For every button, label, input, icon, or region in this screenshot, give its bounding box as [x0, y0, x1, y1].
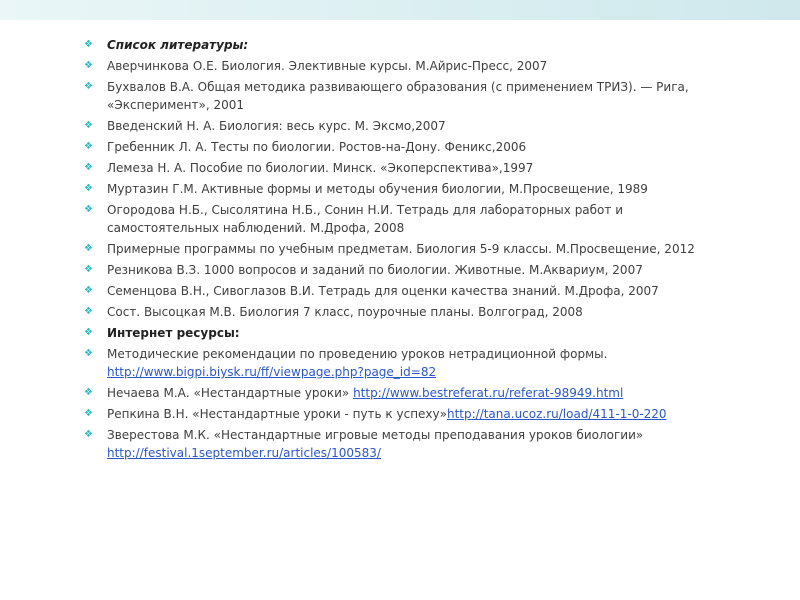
bullet-icon: ❖ — [84, 81, 93, 92]
list-heading-internet — [84, 324, 724, 342]
resource-link[interactable]: http://www.bigpi.biysk.ru/ff/viewpage.php?page_id=82 — [107, 365, 437, 379]
list-item — [84, 282, 724, 300]
bullet-icon: ❖ — [84, 183, 93, 194]
item-text: Зверестова М.К. «Нестандартные игровые методы преподавания уроков биологии» — [107, 428, 644, 442]
item-text: Сост. Высоцкая М.В. Биология 7 класс, поурочные планы. Волгоград, 2008 — [107, 305, 583, 319]
bullet-icon: ❖ — [84, 348, 93, 359]
resource-link[interactable]: http://www.bestreferat.ru/referat-98949.html — [353, 386, 624, 400]
bullet-icon: ❖ — [84, 306, 93, 317]
item-text: Резникова В.З. 1000 вопросов и заданий по биологии. Животные. М.Аквариум, 2007 — [107, 263, 643, 277]
heading-text: Список литературы: — [107, 38, 249, 52]
resource-link[interactable]: http://tana.ucoz.ru/load/411-1-0-220 — [446, 407, 667, 421]
bullet-icon: ❖ — [84, 387, 93, 398]
bibliography-list — [84, 36, 724, 462]
item-text: Муртазин Г.М. Активные формы и методы обучения биологии, М.Просвещение, 1989 — [107, 182, 648, 196]
item-text: Нечаева М.А. «Нестандартные уроки» — [107, 386, 354, 400]
bullet-icon: ❖ — [84, 429, 93, 440]
list-item — [84, 201, 724, 237]
bullet-icon: ❖ — [84, 39, 93, 50]
bullet-icon: ❖ — [84, 120, 93, 131]
list-item — [84, 78, 724, 114]
bullet-icon: ❖ — [84, 60, 93, 71]
list-item — [84, 384, 724, 402]
bullet-icon: ❖ — [84, 285, 93, 296]
list-item — [84, 405, 724, 423]
list-item — [84, 57, 724, 75]
item-text: Аверчинкова О.Е. Биология. Элективные курсы. М.Айрис-Пресс, 2007 — [107, 59, 548, 73]
list-item — [84, 180, 724, 198]
list-item — [84, 159, 724, 177]
bullet-icon: ❖ — [84, 264, 93, 275]
item-text: Гребенник Л. А. Тесты по биологии. Ростов-на-Дону. Феникс,2006 — [107, 140, 527, 154]
list-item — [84, 240, 724, 258]
item-text: Семенцова В.Н., Сивоглазов В.И. Тетрадь для оценки качества знаний. М.Дрофа, 2007 — [107, 284, 659, 298]
bullet-icon: ❖ — [84, 327, 93, 338]
bullet-icon: ❖ — [84, 204, 93, 215]
bullet-icon: ❖ — [84, 141, 93, 152]
bibliography-content — [84, 36, 724, 465]
item-text: Введенский Н. А. Биология: весь курс. М. Эксмо,2007 — [107, 119, 446, 133]
item-text: Примерные программы по учебным предметам. Биология 5-9 классы. М.Просвещение, 2012 — [107, 242, 695, 256]
resource-link[interactable]: http://festival.1september.ru/articles/100583/ — [107, 446, 381, 460]
top-accent-bar — [0, 0, 800, 20]
list-item — [84, 138, 724, 156]
list-item — [84, 426, 724, 462]
item-text: Методические рекомендации по проведению уроков нетрадиционной формы. — [107, 347, 608, 361]
list-item — [84, 261, 724, 279]
item-text: Репкина В.Н. «Нестандартные уроки - путь к успеху» — [107, 407, 447, 421]
item-text: Огородова Н.Б., Сысолятина Н.Б., Сонин Н.И. Тетрадь для лабораторных работ и самостоятельных наблюдений. М.Дрофа, 2008 — [107, 203, 624, 235]
item-text: Лемеза Н. А. Пособие по биологии. Минск. «Экоперспектива»,1997 — [107, 161, 534, 175]
bullet-icon: ❖ — [84, 243, 93, 254]
list-item — [84, 345, 724, 381]
list-item — [84, 303, 724, 321]
list-item — [84, 117, 724, 135]
item-text: Бухвалов В.А. Общая методика развивающего образования (с применением ТРИЗ). — Рига, «Эксперимент», 2001 — [107, 80, 689, 112]
list-heading-literature — [84, 36, 724, 54]
heading-text: Интернет ресурсы: — [107, 326, 240, 340]
bullet-icon: ❖ — [84, 408, 93, 419]
bullet-icon: ❖ — [84, 162, 93, 173]
